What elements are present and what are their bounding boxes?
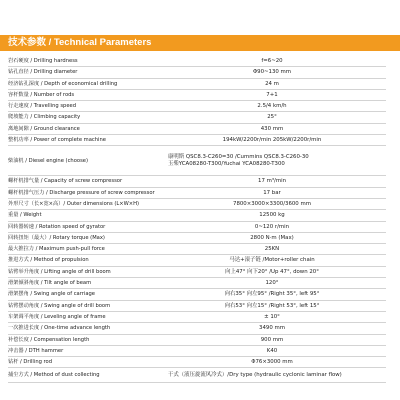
parameter-label: 一次推进长度 / One-time advance length — [8, 325, 111, 332]
parameter-value — [158, 357, 386, 367]
parameter-row — [8, 56, 386, 67]
parameter-row — [8, 67, 386, 78]
parameter-value — [158, 312, 386, 322]
parameter-label: 回转器转速 / Rotation speed of gyrator — [8, 223, 106, 230]
parameter-value — [158, 368, 386, 382]
parameter-value — [158, 176, 386, 186]
parameter-row — [8, 323, 386, 334]
parameter-value-line: 0~120 r/min — [254, 223, 290, 230]
parameter-label: 螺杆机排气压力 / Discharge pressure of screw compressor — [8, 189, 155, 196]
parameter-row — [8, 222, 386, 233]
parameter-row — [8, 312, 386, 323]
parameter-row — [8, 79, 386, 90]
parameter-row — [8, 368, 386, 383]
parameter-label: 滑架倾斜角度 / Tilt angle of beam — [8, 280, 92, 287]
parameter-value-line: Φ76×3000 mm — [251, 359, 293, 366]
parameter-value — [158, 146, 386, 175]
parameter-label: 钻孔直径 / Drilling diameter — [8, 69, 78, 76]
parameter-value — [158, 56, 386, 66]
parameter-label: 冲击器 / DTH hammer — [8, 347, 64, 354]
parameter-label: 爬坡能力 / Climbing capacity — [8, 114, 81, 121]
parameter-row — [8, 278, 386, 289]
parameter-value — [158, 101, 386, 111]
parameter-row — [8, 90, 386, 101]
parameter-label: 整机功率 / Power of complete machine — [8, 137, 106, 144]
parameter-label: 钻臂摆动角度 / Swing angle of drill boom — [8, 302, 111, 309]
parameter-value-line: 向右35° 向左95° /Right 35°, left 95° — [224, 291, 320, 298]
parameter-label: 容杆数量 / Number of rods — [8, 91, 75, 98]
parameter-value — [158, 67, 386, 77]
parameter-row — [8, 233, 386, 244]
parameter-value-line: 7+1 — [266, 91, 278, 98]
parameter-value — [158, 335, 386, 345]
parameter-value-line: 24 m — [265, 80, 279, 87]
parameter-value — [158, 278, 386, 288]
parameters-table — [8, 56, 386, 383]
parameter-row — [8, 135, 386, 146]
parameter-row — [8, 124, 386, 135]
parameter-value — [158, 199, 386, 209]
parameter-value-line: 向上47° 向下20° /Up 47°, down 20° — [225, 268, 319, 275]
parameter-value-line: K40 — [266, 347, 278, 354]
parameter-value — [158, 267, 386, 277]
parameter-row — [8, 112, 386, 123]
parameter-row — [8, 346, 386, 357]
parameter-value — [158, 112, 386, 122]
parameter-value-line: 25KN — [264, 246, 280, 253]
parameter-value-line: ± 10° — [264, 313, 280, 320]
parameter-value — [158, 301, 386, 311]
parameter-label: 螺杆机排气量 / Capacity of screw compressor — [8, 178, 123, 185]
parameter-value — [158, 79, 386, 89]
parameter-value — [158, 135, 386, 145]
parameter-value-line: 2.5/4 km/h — [257, 103, 287, 110]
parameter-label: 经济钻孔深度 / Depth of economical drilling — [8, 80, 118, 87]
parameter-value-line: f=6~20 — [261, 58, 283, 64]
parameter-value-line: 430 mm — [260, 125, 284, 132]
parameter-value-line: 干式（液压旋流风冷式）/Dry type (hydraulic cyclonic laminar flow) — [168, 371, 342, 378]
parameter-label: 行走速度 / Travelling speed — [8, 103, 76, 110]
parameter-label: 柴油机 / Diesel engine (choose) — [8, 158, 88, 165]
parameter-value-line: 120° — [265, 280, 279, 287]
parameter-row — [8, 188, 386, 199]
parameter-value — [158, 323, 386, 333]
parameter-value-line: 194kW/2200r/min 205kW/2200r/min — [222, 137, 322, 144]
parameter-value-line: 12500 kg — [259, 212, 285, 219]
parameter-label: 滑架摆角 / Swing angle of carriage — [8, 291, 96, 298]
parameter-value-line: 马达+滚子链 /Motor+roller chain — [229, 257, 315, 264]
parameter-label: 补偿长度 / Compensation length — [8, 336, 90, 343]
parameter-value-line: 康明斯 QSC8.3-C260=30 /Cummins QSC8.3-C260-30 — [168, 153, 309, 160]
parameter-label: 推进方式 / Method of propulsion — [8, 257, 89, 264]
parameter-value — [158, 124, 386, 134]
parameter-value-line: Φ90~130 mm — [252, 69, 292, 76]
parameter-label: 外形尺寸（长×宽×高）/ Outer dimensions (L×W×H) — [8, 200, 140, 207]
parameter-row — [8, 301, 386, 312]
parameter-row — [8, 176, 386, 187]
parameter-value-line: 25° — [267, 114, 277, 121]
parameter-label: 钻杆 / Drilling rod — [8, 359, 53, 366]
parameter-label: 岩石硬度 / Drilling hardness — [8, 58, 78, 64]
parameter-value — [158, 233, 386, 243]
parameter-label: 车架调平角度 / Leveling angle of frame — [8, 313, 106, 320]
parameter-value-line: 17 bar — [263, 189, 281, 196]
parameter-value-line: 3490 mm — [259, 325, 285, 332]
parameter-value-line: 900 mm — [260, 336, 284, 343]
parameter-value — [158, 210, 386, 220]
parameter-value — [158, 222, 386, 232]
parameter-value — [158, 188, 386, 198]
parameter-label: 回转扭矩（最大）/ Rotary torque (Max) — [8, 234, 105, 241]
parameter-row — [8, 244, 386, 255]
parameter-row — [8, 199, 386, 210]
parameter-label: 重量 / Weight — [8, 212, 42, 219]
parameter-value-line: 玉柴YCA08280-T300/Yuchai YCA08280-T300 — [168, 160, 285, 167]
parameter-value — [158, 90, 386, 100]
parameter-row — [8, 210, 386, 221]
parameter-value — [158, 346, 386, 356]
parameter-value-line: 向右53° 向左15° /Right 53°, left 15° — [224, 302, 320, 309]
parameter-label: 离地间隙 / Ground clearance — [8, 125, 80, 132]
parameter-value — [158, 244, 386, 254]
parameter-value — [158, 255, 386, 265]
parameter-row — [8, 267, 386, 278]
parameter-label: 最大推拉力 / Maximum push-pull force — [8, 246, 105, 253]
parameter-row — [8, 335, 386, 346]
parameter-value-line: 17 m³/min — [258, 178, 286, 185]
parameter-row — [8, 289, 386, 300]
parameter-row — [8, 146, 386, 176]
parameter-label: 钻臂举升角度 / Lifting angle of drill boom — [8, 268, 111, 275]
parameter-row — [8, 357, 386, 368]
parameter-label: 捕尘方式 / Method of dust collecting — [8, 372, 100, 379]
parameter-value-line: 2800 N·m (Max) — [250, 234, 294, 241]
parameter-row — [8, 101, 386, 112]
parameter-value-line: 7800×3000×3300/3600 mm — [233, 200, 311, 207]
parameter-row — [8, 255, 386, 266]
parameter-value — [158, 289, 386, 299]
section-header: 技术参数 / Technical Parameters — [0, 35, 400, 51]
